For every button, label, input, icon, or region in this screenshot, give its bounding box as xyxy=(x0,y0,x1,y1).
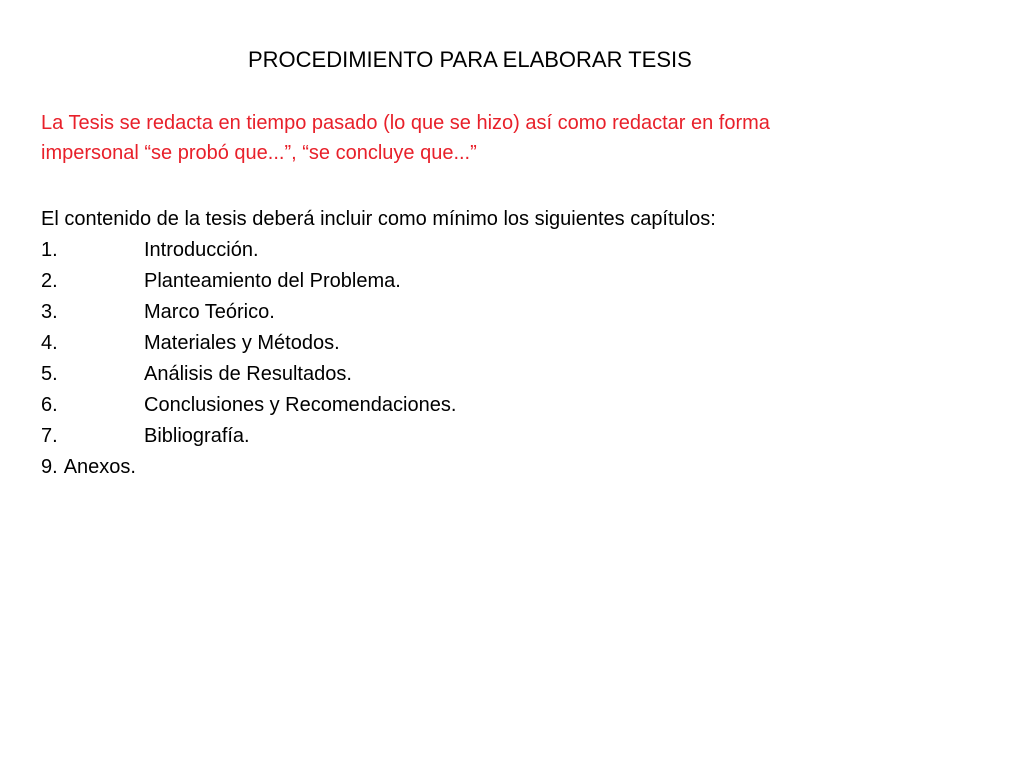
chapter-label: Bibliografía. xyxy=(144,425,250,447)
note-line: impersonal “se probó que...”, “se concluye que...” xyxy=(41,142,477,164)
chapter-item xyxy=(41,359,941,390)
chapter-item xyxy=(41,421,941,452)
note-line: La Tesis se redacta en tiempo pasado (lo que se hizo) así como redactar en forma xyxy=(41,112,770,134)
chapter-number: 9. xyxy=(41,456,58,478)
chapter-number: 7. xyxy=(41,425,58,447)
intro-text: El contenido de la tesis deberá incluir como mínimo los siguientes capítulos: xyxy=(41,208,716,230)
red-note xyxy=(41,108,941,168)
chapter-label: Conclusiones y Recomendaciones. xyxy=(144,394,457,416)
chapter-item xyxy=(41,266,941,297)
chapter-number: 6. xyxy=(41,394,58,416)
chapter-label: Anexos. xyxy=(63,456,136,478)
chapter-label: Introducción. xyxy=(144,239,259,261)
chapter-item xyxy=(41,328,941,359)
chapter-label: Análisis de Resultados. xyxy=(144,363,352,385)
chapter-number: 4. xyxy=(41,332,58,354)
chapter-label: Marco Teórico. xyxy=(144,301,275,323)
slide-title: PROCEDIMIENTO PARA ELABORAR TESIS xyxy=(248,47,692,72)
chapter-item xyxy=(41,390,941,421)
chapter-item xyxy=(41,235,941,266)
chapter-number: 1. xyxy=(41,239,58,261)
content-block xyxy=(41,204,941,483)
chapter-number: 5. xyxy=(41,363,58,385)
chapter-list xyxy=(41,235,941,483)
chapter-item xyxy=(41,452,941,483)
chapter-label: Materiales y Métodos. xyxy=(144,332,340,354)
chapter-item xyxy=(41,297,941,328)
chapter-label: Planteamiento del Problema. xyxy=(144,270,401,292)
chapter-number: 2. xyxy=(41,270,58,292)
chapter-number: 3. xyxy=(41,301,58,323)
